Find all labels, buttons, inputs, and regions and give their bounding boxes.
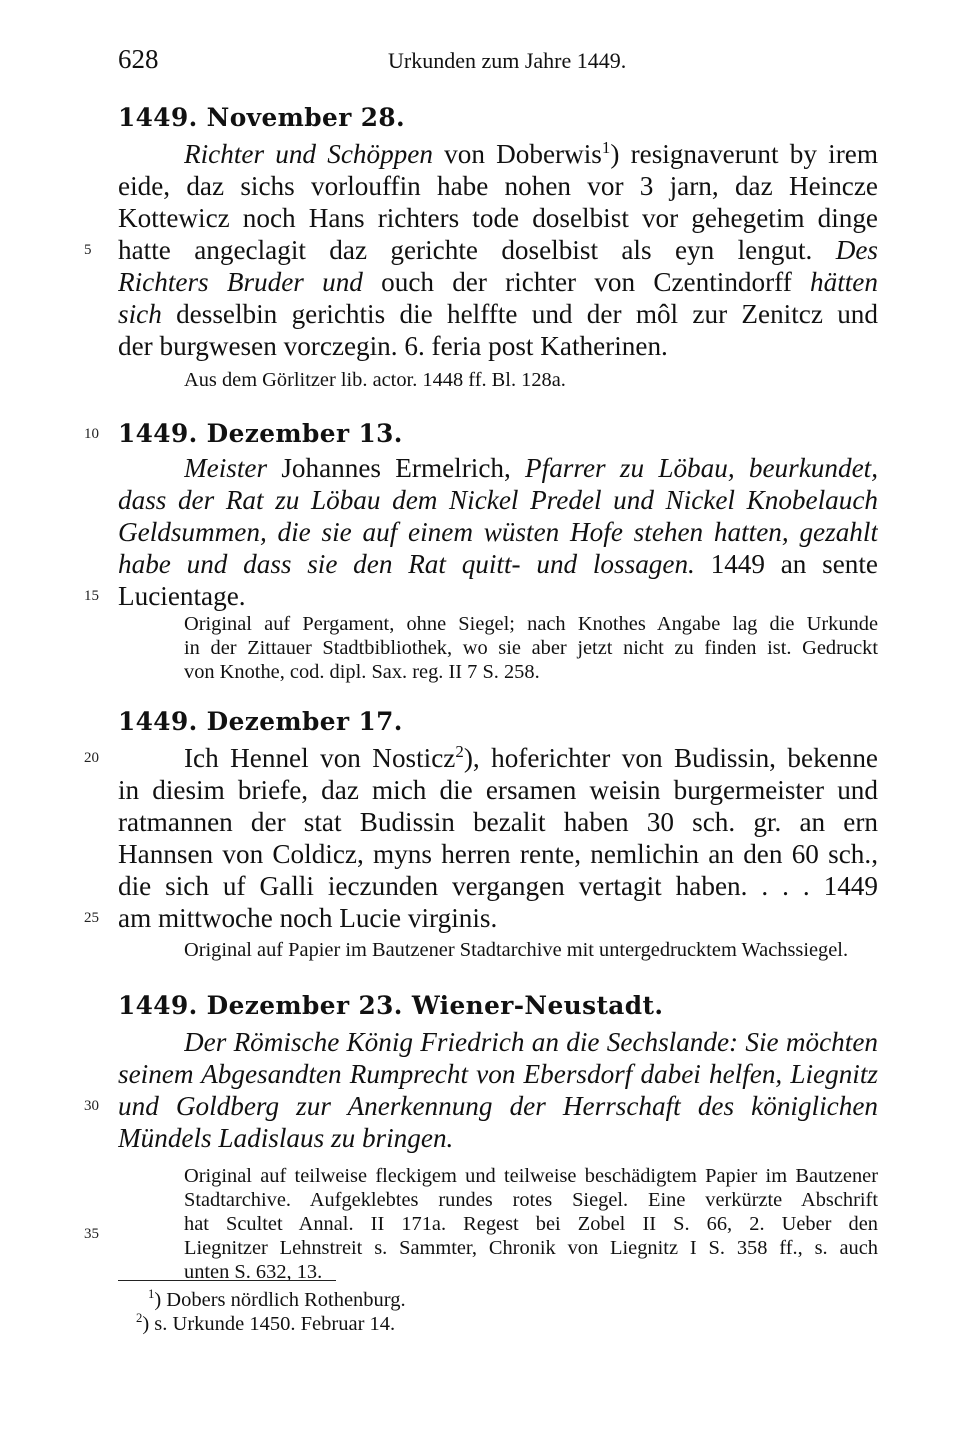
source-note: Aus dem Görlitzer lib. actor. 1448 ff. Bl. 128a.	[184, 369, 566, 391]
text-line: habe und dass sie den Rat quitt- und lossagen. 1449 an sente	[118, 549, 878, 579]
footnote-mark: 2	[136, 1311, 143, 1326]
source-note: Liegnitzer Lehnstreit s. Sammter, Chronik von Liegnitz I S. 358 ff., s. auch	[184, 1237, 878, 1259]
source-note: von Knothe, cod. dipl. Sax. reg. II 7 S. 258.	[184, 661, 540, 683]
line-number: 15	[84, 588, 99, 604]
text-line: Mündels Ladislaus zu bringen.	[118, 1123, 454, 1153]
text-line: Lucientage.	[118, 581, 246, 611]
text-line: seinem Abgesandten Rumprecht von Ebersdorf dabei helfen, Liegnitz	[118, 1059, 878, 1089]
text-line: am mittwoche noch Lucie virginis.	[118, 903, 498, 933]
line-number: 30	[84, 1098, 99, 1114]
source-note: in der Zittauer Stadtbibliothek, wo sie aber jetzt nicht zu finden ist. Gedruckt	[184, 637, 878, 659]
line-number: 20	[84, 750, 99, 766]
text-line: der burgwesen vorczegin. 6. feria post Katherinen.	[118, 331, 668, 361]
text-line: Kottewicz noch Hans richters tode doselbist vor gehegetim dinge	[118, 203, 878, 233]
source-note: Stadtarchive. Aufgeklebtes rundes rotes Siegel. Eine verkürzte Abschrift	[184, 1189, 878, 1211]
source-note: Original auf teilweise fleckigem und teilweise beschädigtem Papier im Bautzener	[184, 1165, 878, 1187]
source-note: Original auf Papier im Bautzener Stadtarchive mit untergedrucktem Wachssiegel.	[184, 939, 849, 961]
line-number: 35	[84, 1226, 99, 1242]
line-number: 25	[84, 910, 99, 926]
text-line: Meister Johannes Ermelrich, Pfarrer zu Löbau, beurkundet,	[184, 453, 878, 483]
text-line: die sich uf Galli ieczunden vergangen vertagit haben. . . . 1449	[118, 871, 878, 901]
footnote-mark: 1	[148, 1287, 155, 1302]
text-line: Der Römische König Friedrich an die Sechslande: Sie möchten	[184, 1027, 878, 1057]
page-number: 628	[118, 44, 159, 74]
entry-heading: 1449. November 28.	[118, 103, 406, 132]
running-title: Urkunden zum Jahre 1449.	[388, 48, 627, 73]
text-line: dass der Rat zu Löbau dem Nickel Predel und Nickel Knobelauch	[118, 485, 878, 515]
text-line: Richter und Schöppen von Doberwis$^1$) resignaverunt by irem	[184, 138, 878, 169]
footnote	[136, 1312, 395, 1336]
text-line: ratmannen der stat Budissin bezalit haben 30 sch. gr. an ern	[118, 807, 878, 837]
text-line: Geldsummen, die sie auf einem wüsten Hofe stehen hatten, gezahlt	[118, 517, 878, 547]
text-line: eide, daz sichs vorlouffin habe nohen vor 3 jarn, daz Heincze	[118, 171, 878, 201]
entry-heading: 1449. Dezember 23. Wiener-Neustadt.	[118, 991, 664, 1020]
footnote	[148, 1288, 406, 1312]
page-header	[118, 44, 878, 80]
text-line: Ich Hennel von Nosticz$^2$), hoferichter von Budissin, bekenne	[184, 742, 878, 773]
text-line: Richters Bruder und ouch der richter von Czentindorff hätten	[118, 267, 878, 297]
footnote-rule	[118, 1280, 336, 1281]
text-line: sich desselbin gerichtis die helffte und der môl zur Zenitcz und	[118, 299, 878, 329]
entry-heading: 1449. Dezember 17.	[118, 707, 403, 736]
entry-heading: 1449. Dezember 13.	[118, 419, 403, 448]
text-line: Hannsen von Coldicz, myns herren rente, nemlichin an den 60 sch.,	[118, 839, 878, 869]
text-line: hatte angeclagit daz gerichte doselbist als eyn lengut. Des	[118, 235, 878, 265]
source-note: unten S. 632, 13.	[184, 1261, 323, 1283]
footnote-text: ) Dobers nördlich Rothenburg.	[154, 1289, 406, 1311]
line-number: 5	[84, 242, 92, 258]
source-note: hat Scultet Annal. II 171a. Regest bei Zobel II S. 66, 2. Ueber den	[184, 1213, 878, 1235]
line-number: 10	[84, 426, 99, 442]
source-note: Original auf Pergament, ohne Siegel; nach Knothes Angabe lag die Urkunde	[184, 613, 878, 635]
text-line: und Goldberg zur Anerkennung der Herrschaft des königlichen	[118, 1091, 878, 1121]
text-line: in diesim briefe, daz mich die ersamen weisin burgermeister und	[118, 775, 878, 805]
footnote-text: ) s. Urkunde 1450. Februar 14.	[142, 1313, 396, 1335]
